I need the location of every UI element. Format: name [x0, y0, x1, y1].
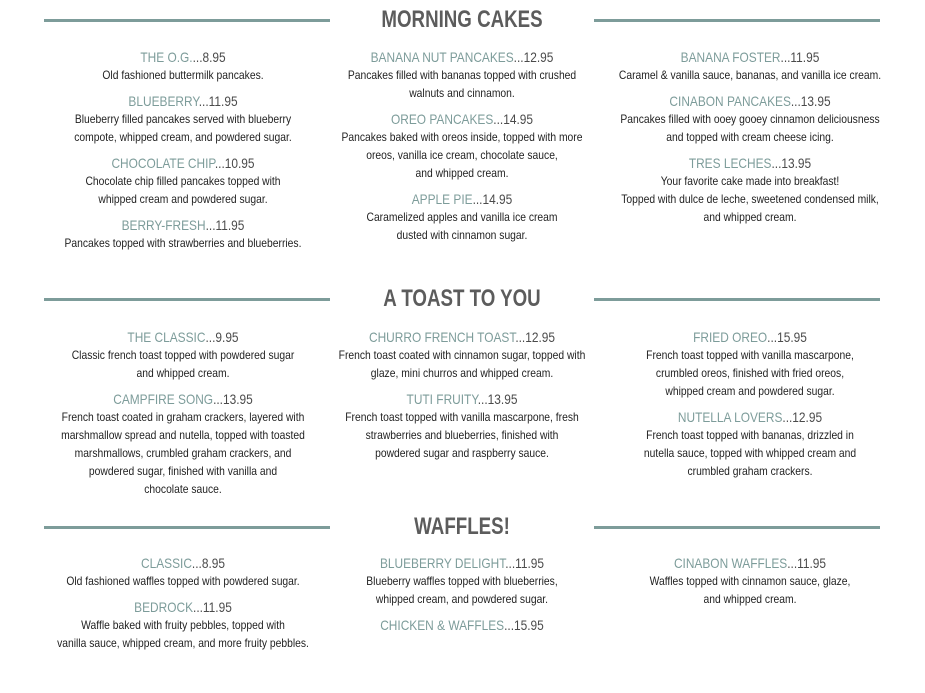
- menu-item: [585, 328, 915, 400]
- item-price: ...11.95: [205, 217, 245, 233]
- item-price: ...14.95: [493, 111, 533, 127]
- item-name: CINABON WAFFLES: [673, 555, 788, 571]
- item-name: BERRY-FRESH: [121, 217, 206, 233]
- menu-item: [585, 154, 915, 226]
- item-price: ...11.95: [780, 49, 820, 65]
- menu-item: [297, 48, 627, 102]
- menu-item: [297, 390, 627, 462]
- item-description: Your favorite cake made into breakfast!: [660, 174, 840, 188]
- item-name: CINABON PANCAKES: [669, 93, 791, 109]
- item-description: Topped with dulce de leche, sweetened condensed milk,: [621, 192, 879, 206]
- item-description: Caramel & vanilla sauce, bananas, and vanilla ice cream.: [618, 68, 882, 82]
- item-description: vanilla sauce, whipped cream, and more fruity pebbles.: [57, 636, 309, 650]
- item-description: French toast topped with vanilla mascarpone, fresh: [345, 410, 579, 424]
- item-price: ...8.95: [192, 49, 226, 65]
- item-description: and whipped cream.: [136, 366, 230, 380]
- item-description: and whipped cream.: [703, 210, 797, 224]
- item-description: Pancakes topped with strawberries and blueberries.: [64, 236, 302, 250]
- item-description: Waffles topped with cinnamon sauce, glaze,: [649, 574, 851, 588]
- item-price: ...12.95: [782, 409, 823, 425]
- item-name: CHOCOLATE CHIP: [111, 155, 215, 171]
- divider-rule: [44, 298, 330, 301]
- item-price: ...10.95: [214, 155, 255, 171]
- menu-item: [585, 408, 915, 480]
- item-description: crumbled oreos, finished with fried oreos,: [655, 366, 845, 380]
- item-name: OREO PANCAKES: [391, 111, 494, 127]
- item-name: CHURRO FRENCH TOAST: [368, 329, 516, 345]
- item-name: CAMPFIRE SONG: [113, 391, 214, 407]
- section-header-morning-cakes: [0, 4, 925, 36]
- menu-item: [585, 92, 915, 146]
- item-description: whipped cream and powdered sugar.: [98, 192, 268, 206]
- item-description: and topped with cream cheese icing.: [666, 130, 834, 144]
- menu-item: [585, 48, 915, 84]
- menu-item: [297, 190, 627, 244]
- item-name: THE CLASSIC: [127, 329, 206, 345]
- item-name: TUTI FRUITY: [406, 391, 478, 407]
- item-description: glaze, mini churros and whipped cream.: [370, 366, 554, 380]
- section-title: MORNING CAKES: [381, 6, 543, 33]
- item-name: NUTELLA LOVERS: [677, 409, 783, 425]
- item-price: ...13.95: [771, 155, 812, 171]
- item-price: ...13.95: [790, 93, 831, 109]
- item-description: Pancakes baked with oreos inside, topped with more: [341, 130, 583, 144]
- item-name: BLUEBERRY: [128, 93, 199, 109]
- item-description: powdered sugar and raspberry sauce.: [375, 446, 549, 460]
- item-description: Old fashioned buttermilk pancakes.: [102, 68, 264, 82]
- item-price: ...11.95: [193, 599, 232, 615]
- item-description: Blueberry waffles topped with blueberries,: [366, 574, 558, 588]
- menu-column: [297, 328, 627, 470]
- item-description: French toast topped with bananas, drizzled in: [646, 428, 854, 442]
- item-description: strawberries and blueberries, finished with: [365, 428, 559, 442]
- section-title: WAFFLES!: [414, 513, 510, 540]
- item-description: nutella sauce, topped with whipped cream and: [643, 446, 857, 460]
- section-header-waffles: [0, 511, 925, 543]
- item-name: CHICKEN & WAFFLES: [380, 617, 505, 633]
- item-name: CLASSIC: [140, 555, 192, 571]
- menu-item: [297, 616, 627, 634]
- menu-item: [297, 110, 627, 182]
- menu-column: [585, 554, 915, 616]
- item-description: Old fashioned waffles topped with powdered sugar.: [66, 574, 300, 588]
- item-description: dusted with cinnamon sugar.: [396, 228, 528, 242]
- item-price: ...15.95: [767, 329, 807, 345]
- item-description: whipped cream and powdered sugar.: [665, 384, 835, 398]
- menu-column: [297, 554, 627, 642]
- divider-rule: [594, 298, 880, 301]
- item-description: oreos, vanilla ice cream, chocolate sauce,: [366, 148, 558, 162]
- item-description: chocolate sauce.: [144, 482, 222, 496]
- item-price: ...11.95: [505, 555, 545, 571]
- item-name: APPLE PIE: [411, 191, 473, 207]
- item-description: powdered sugar, finished with vanilla and: [88, 464, 278, 478]
- divider-rule: [44, 526, 330, 529]
- item-description: marshmallows, crumbled graham crackers, and: [74, 446, 292, 460]
- item-description: whipped cream, and powdered sugar.: [375, 592, 549, 606]
- item-description: Waffle baked with fruity pebbles, topped with: [81, 618, 285, 632]
- item-price: ...11.95: [787, 555, 827, 571]
- menu-item: [297, 328, 627, 382]
- item-description: compote, whipped cream, and powdered sugar.: [74, 130, 292, 144]
- item-description: crumbled graham crackers.: [687, 464, 813, 478]
- item-price: ...9.95: [205, 329, 239, 345]
- section-title: A TOAST TO YOU: [383, 285, 541, 312]
- item-description: Blueberry filled pancakes served with blueberry: [74, 112, 292, 126]
- item-name: BANANA FOSTER: [680, 49, 781, 65]
- item-description: Classic french toast topped with powdered sugar: [71, 348, 295, 362]
- section-header-a-toast-to-you: [0, 283, 925, 315]
- menu-item: [585, 554, 915, 608]
- item-description: and whipped cream.: [415, 166, 509, 180]
- menu-column: [585, 48, 915, 234]
- item-description: French toast coated in graham crackers, layered with: [61, 410, 305, 424]
- item-description: and whipped cream.: [703, 592, 797, 606]
- item-description: French toast topped with vanilla mascarpone,: [646, 348, 854, 362]
- item-description: marshmallow spread and nutella, topped with toasted: [61, 428, 305, 442]
- item-name: BEDROCK: [134, 599, 194, 615]
- item-name: THE O.G.: [140, 49, 193, 65]
- divider-rule: [44, 19, 330, 22]
- menu-item: [297, 554, 627, 608]
- item-name: BANANA NUT PANCAKES: [370, 49, 514, 65]
- item-price: ...12.95: [513, 49, 554, 65]
- menu-column: [585, 328, 915, 488]
- item-description: Pancakes filled with bananas topped with crushed: [347, 68, 577, 82]
- item-description: Pancakes filled with ooey gooey cinnamon deliciousness: [620, 112, 880, 126]
- menu-column: [297, 48, 627, 252]
- item-name: BLUEBERRY DELIGHT: [379, 555, 506, 571]
- divider-rule: [594, 19, 880, 22]
- item-price: ...13.95: [213, 391, 253, 407]
- item-name: FRIED OREO: [693, 329, 768, 345]
- item-price: ...8.95: [191, 555, 226, 571]
- item-price: ...13.95: [477, 391, 518, 407]
- item-price: ...11.95: [198, 93, 238, 109]
- item-price: ...15.95: [504, 617, 544, 633]
- item-description: Caramelized apples and vanilla ice cream: [366, 210, 558, 224]
- item-name: TRES LECHES: [688, 155, 772, 171]
- item-description: French toast coated with cinnamon sugar, topped with: [338, 348, 586, 362]
- item-description: Chocolate chip filled pancakes topped with: [85, 174, 281, 188]
- item-price: ...12.95: [515, 329, 556, 345]
- item-price: ...14.95: [472, 191, 513, 207]
- divider-rule: [594, 526, 880, 529]
- item-description: walnuts and cinnamon.: [409, 86, 515, 100]
